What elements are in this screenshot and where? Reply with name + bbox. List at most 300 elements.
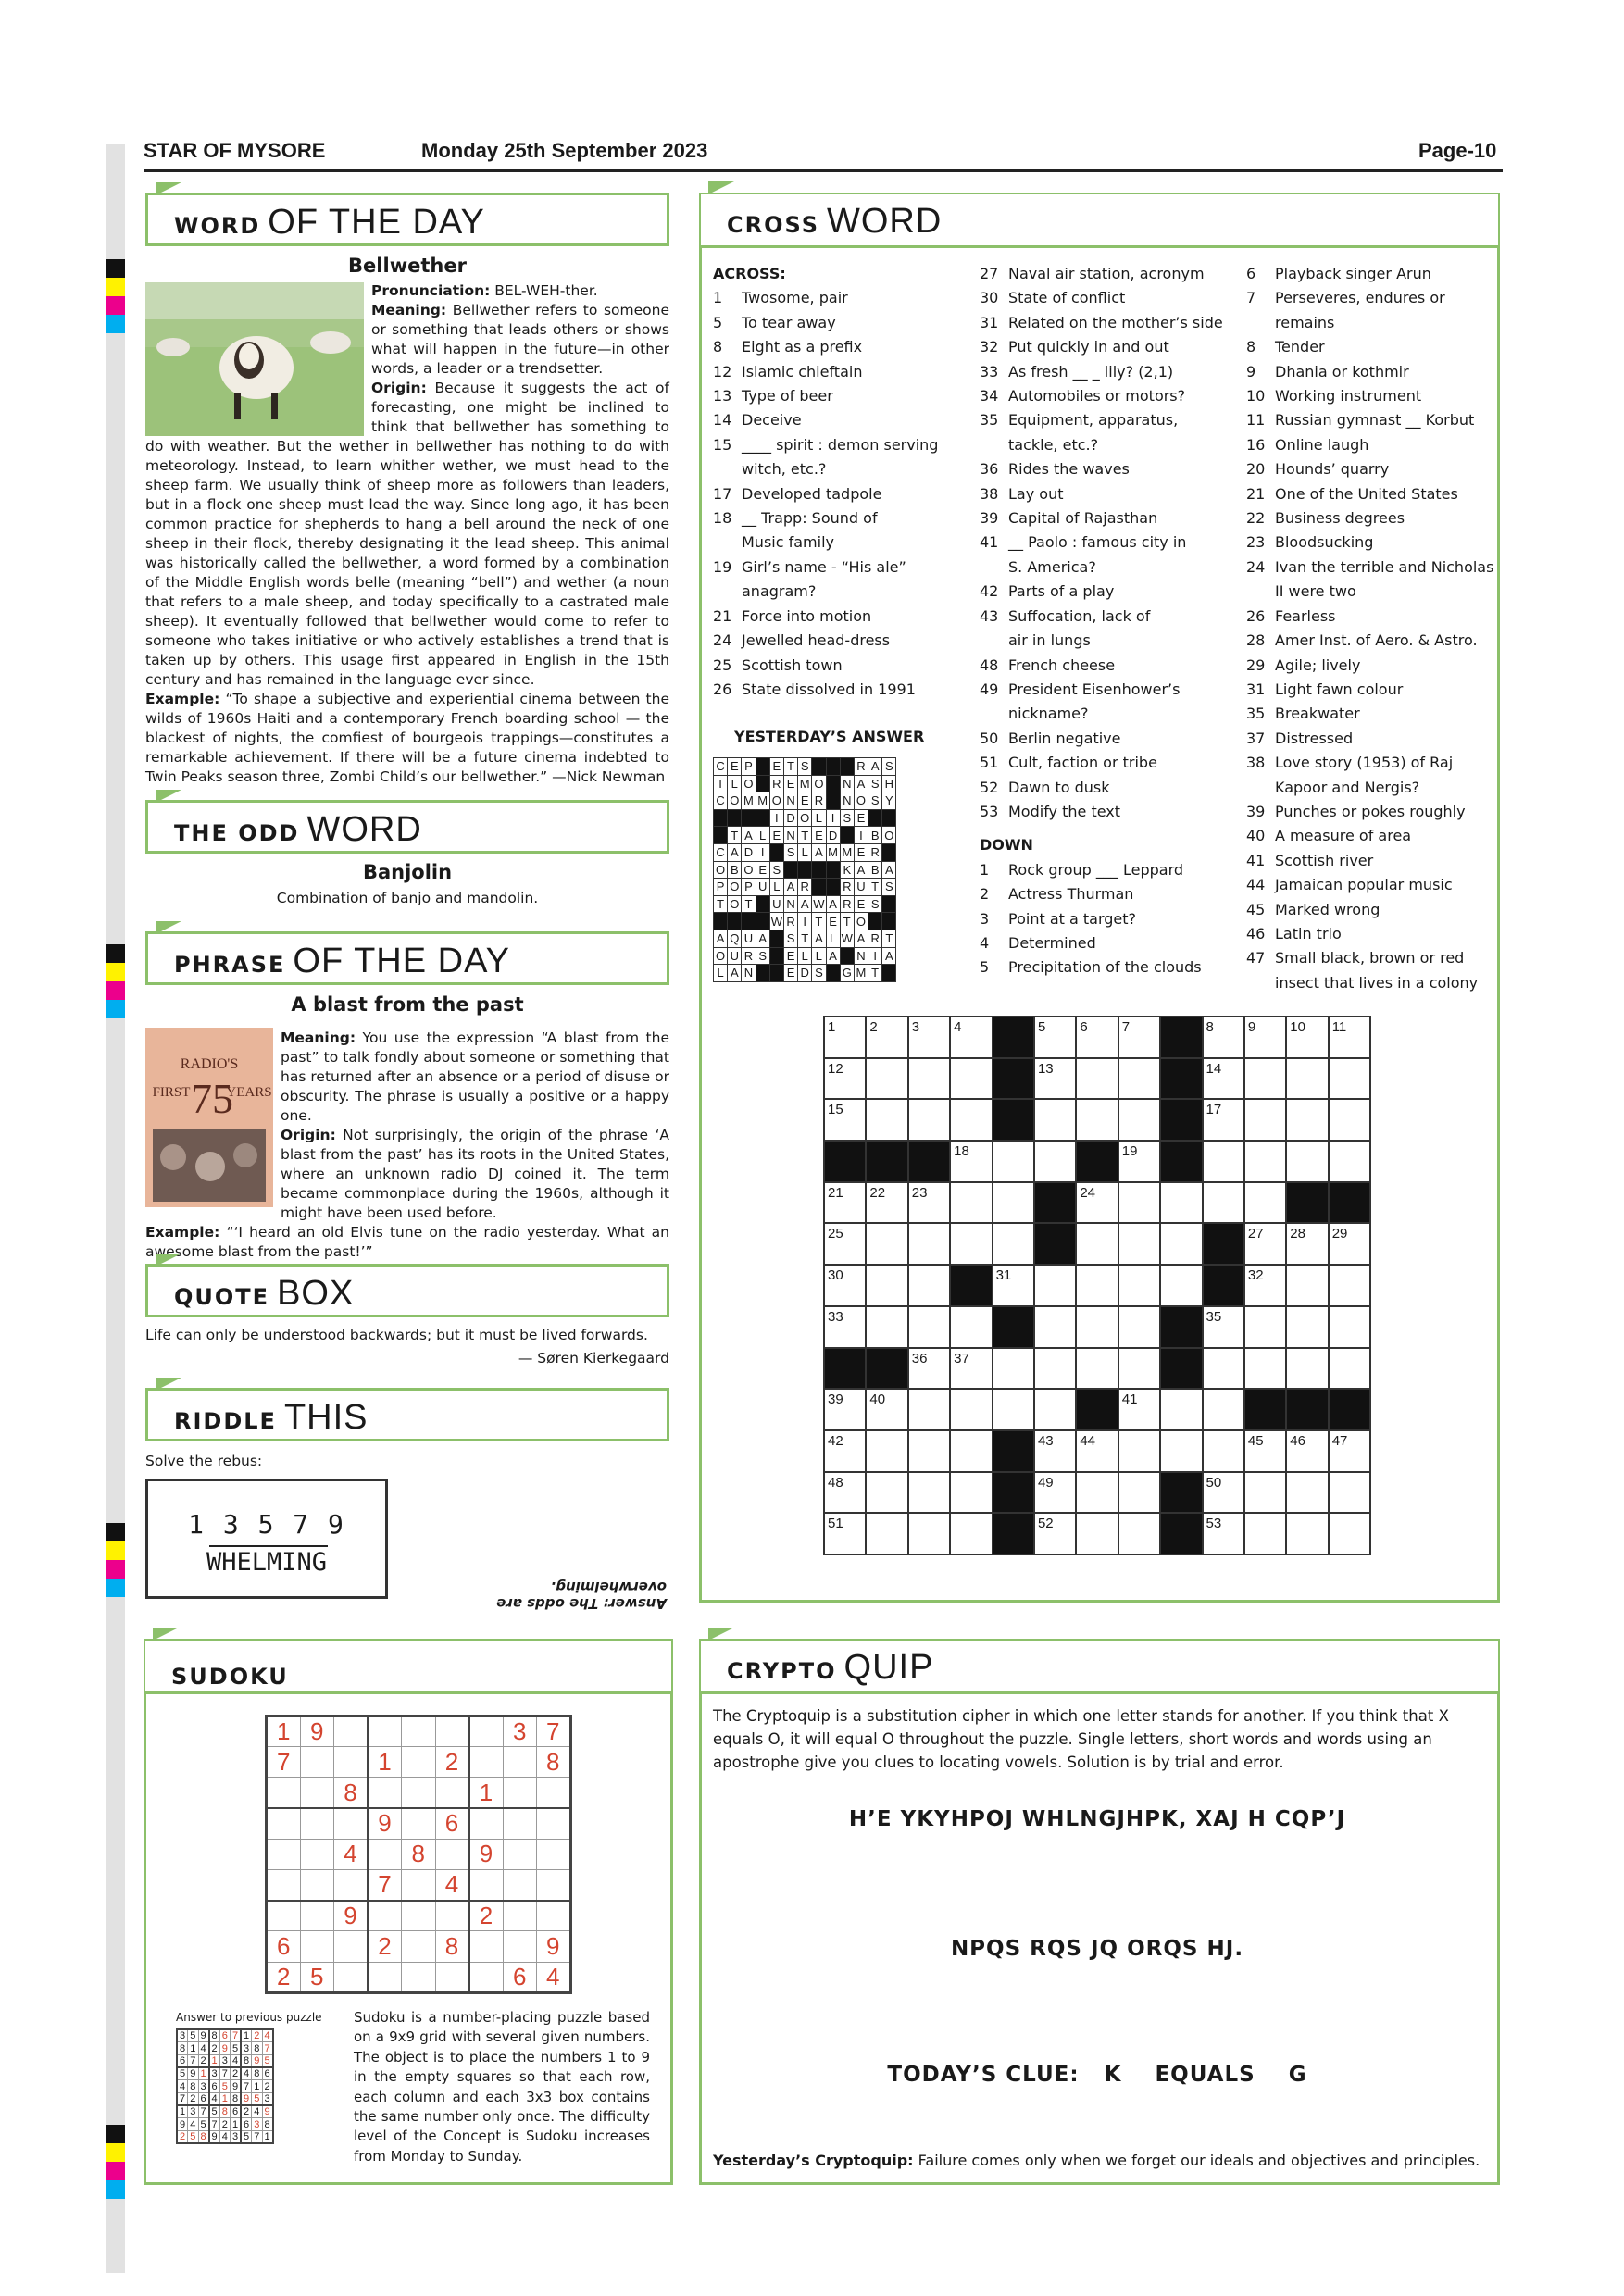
sudoku-cell[interactable] — [300, 1808, 334, 1839]
answer-cell: 3 — [198, 2080, 209, 2093]
crossword-cell[interactable] — [908, 1265, 950, 1306]
crossword-cell[interactable] — [950, 1513, 992, 1554]
sudoku-cell[interactable] — [503, 1778, 537, 1808]
crossword-cell[interactable] — [1118, 1430, 1160, 1472]
crossword-cell[interactable] — [1118, 1472, 1160, 1514]
answer-cell: 1 — [231, 2118, 242, 2131]
answer-cell: 9 — [198, 2029, 209, 2042]
answer-cell: N — [783, 827, 797, 844]
crossword-cell[interactable]: 2 — [866, 1017, 907, 1058]
answer-cell: 1 — [188, 2042, 199, 2055]
crossword-cell[interactable] — [993, 1389, 1034, 1430]
sudoku-cell[interactable] — [300, 1839, 334, 1869]
crossword-cell — [824, 1141, 866, 1182]
across-clue: 21 Force into motion — [713, 606, 872, 625]
sudoku-cell[interactable] — [503, 1869, 537, 1900]
crossword-cell[interactable]: 25 — [824, 1223, 866, 1265]
crossword-cell[interactable]: 41 — [1118, 1389, 1160, 1430]
answer-cell — [840, 758, 854, 776]
crossword-cell — [1203, 1265, 1244, 1306]
answer-cell: P — [714, 879, 728, 896]
crossword-cell[interactable] — [1286, 1141, 1328, 1182]
across-clue: 41 __ Paolo : famous city in — [980, 533, 1187, 552]
crossword-cell[interactable]: 5 — [1034, 1017, 1076, 1058]
crossword-cell[interactable]: 18 — [950, 1141, 992, 1182]
answer-cell — [714, 827, 728, 844]
crossword-cell[interactable]: 53 — [1203, 1513, 1244, 1554]
crossword-cell[interactable] — [1329, 1513, 1370, 1554]
sudoku-cell: 9 — [300, 1716, 334, 1747]
answer-cell: 6 — [262, 2067, 273, 2080]
sudoku-cell[interactable] — [537, 1869, 571, 1900]
crossword-cell[interactable] — [993, 1141, 1034, 1182]
crossword-cell[interactable] — [1160, 1182, 1202, 1224]
crossword-cell[interactable] — [1329, 1348, 1370, 1390]
crossword-cell[interactable] — [866, 1223, 907, 1265]
sudoku-cell[interactable] — [300, 1778, 334, 1808]
down-clue: 35 Breakwater — [1246, 705, 1360, 723]
sudoku-cell[interactable] — [503, 1901, 537, 1931]
crossword-cell[interactable] — [866, 1058, 907, 1100]
sudoku-cell: 6 — [503, 1962, 537, 1992]
crossword-cell[interactable] — [1160, 1389, 1202, 1430]
answer-cell: G — [840, 965, 854, 982]
crossword-cell[interactable] — [1286, 1348, 1328, 1390]
crossword-cell[interactable] — [1329, 1306, 1370, 1348]
crossword-cell[interactable] — [1286, 1099, 1328, 1141]
crossword-cell[interactable] — [1076, 1058, 1118, 1100]
sudoku-cell[interactable] — [334, 1931, 369, 1962]
crossword-cell[interactable]: 44 — [1076, 1430, 1118, 1472]
answer-cell — [826, 965, 840, 982]
answer-cell: 5 — [262, 2054, 273, 2067]
cmyk-marks — [106, 259, 125, 333]
quote-text: Life can only be understood backwards; but it must be lived forwards. — [145, 1327, 648, 1343]
answer-cell: A — [882, 861, 896, 879]
crossword-cell[interactable] — [993, 1223, 1034, 1265]
yesterday-crossword-grid — [713, 757, 896, 982]
sudoku-cell[interactable] — [402, 1931, 436, 1962]
answer-cell — [728, 913, 742, 930]
yesterday-cryptoquip: Yesterday’s Cryptoquip: Failure comes only when we forget our ideals and objectives and principles. — [713, 2152, 1480, 2169]
crossword-cell[interactable]: 40 — [866, 1389, 907, 1430]
crossword-cell[interactable] — [1076, 1223, 1118, 1265]
across-clue: 19 Girl’s name - “His ale” — [713, 557, 906, 576]
crossword-cell[interactable]: 7 — [1118, 1017, 1160, 1058]
sudoku-cell[interactable] — [435, 1778, 469, 1808]
crossword-cell[interactable]: 24 — [1076, 1182, 1118, 1224]
crossword-cell[interactable]: 9 — [1244, 1017, 1286, 1058]
crossword-cell[interactable] — [1329, 1265, 1370, 1306]
sudoku-cell[interactable] — [267, 1778, 301, 1808]
crossword-cell[interactable] — [1034, 1389, 1076, 1430]
crossword-cell[interactable]: 14 — [1203, 1058, 1244, 1100]
sudoku-cell[interactable] — [503, 1808, 537, 1839]
crossword-cell[interactable] — [1329, 1141, 1370, 1182]
answer-cell — [826, 792, 840, 810]
crossword-cell[interactable]: 29 — [1329, 1223, 1370, 1265]
crossword-cell[interactable] — [1076, 1513, 1118, 1554]
crossword-cell[interactable]: 33 — [824, 1306, 866, 1348]
answer-cell: E — [783, 965, 797, 982]
sudoku-cell[interactable] — [300, 1931, 334, 1962]
sudoku-cell: 1 — [469, 1778, 504, 1808]
crossword-cell[interactable]: 28 — [1286, 1223, 1328, 1265]
sudoku-cell[interactable] — [402, 1962, 436, 1992]
answer-cell: U — [728, 947, 742, 965]
sudoku-cell: 7 — [537, 1716, 571, 1747]
answer-cell: S — [868, 792, 882, 810]
crossword-cell[interactable] — [1076, 1306, 1118, 1348]
crossword-grid[interactable] — [823, 1016, 1371, 1555]
crossword-cell[interactable]: 27 — [1244, 1223, 1286, 1265]
sudoku-cell: 8 — [402, 1839, 436, 1869]
crossword-cell[interactable] — [1034, 1099, 1076, 1141]
crossword-cell[interactable]: 17 — [1203, 1099, 1244, 1141]
crossword-cell[interactable] — [1203, 1141, 1244, 1182]
sudoku-cell[interactable] — [537, 1839, 571, 1869]
crossword-cell[interactable]: 23 — [908, 1182, 950, 1224]
answer-cell: 1 — [198, 2067, 209, 2080]
sudoku-cell[interactable] — [402, 1901, 436, 1931]
answer-cell — [812, 758, 826, 776]
crossword-cell — [1244, 1389, 1286, 1430]
answer-cell — [812, 861, 826, 879]
answer-cell: U — [854, 879, 868, 896]
answer-cell — [826, 758, 840, 776]
answer-cell: S — [868, 775, 882, 792]
crossword-cell[interactable] — [866, 1513, 907, 1554]
crossword-cell[interactable] — [950, 1223, 992, 1265]
answer-cell: A — [783, 879, 797, 896]
sudoku-cell: 6 — [435, 1808, 469, 1839]
sudoku-cell[interactable] — [334, 1869, 369, 1900]
answer-cell: 2 — [241, 2105, 252, 2118]
crossword-cell[interactable] — [1160, 1265, 1202, 1306]
crossword-cell[interactable] — [1118, 1058, 1160, 1100]
crossword-cell[interactable] — [1203, 1430, 1244, 1472]
down-clue: 24 Ivan the terrible and Nicholas — [1246, 557, 1494, 576]
crossword-cell[interactable]: 35 — [1203, 1306, 1244, 1348]
crossword-cell[interactable] — [1118, 1513, 1160, 1554]
crossword-cell[interactable] — [1203, 1348, 1244, 1390]
crossword-cell[interactable] — [950, 1306, 992, 1348]
across-clue: 35 Equipment, apparatus, — [980, 411, 1179, 430]
quote-author: — Søren Kierkegaard — [518, 1350, 669, 1366]
answer-cell: S — [769, 861, 783, 879]
crossword-cell[interactable] — [908, 1389, 950, 1430]
answer-cell: W — [813, 897, 825, 912]
answer-cell: A — [854, 861, 868, 879]
crossword-cell[interactable]: 46 — [1286, 1430, 1328, 1472]
sudoku-cell[interactable] — [334, 1962, 369, 1992]
sudoku-cell[interactable] — [469, 1931, 504, 1962]
answer-cell: I — [714, 775, 728, 792]
crossword-cell[interactable] — [908, 1513, 950, 1554]
answer-cell: A — [714, 930, 728, 947]
crossword-cell[interactable] — [950, 1182, 992, 1224]
sudoku-cell[interactable] — [469, 1747, 504, 1778]
sudoku-cell[interactable] — [267, 1901, 301, 1931]
sudoku-cell[interactable] — [469, 1808, 504, 1839]
sudoku-cell[interactable] — [402, 1747, 436, 1778]
answer-cell: M — [854, 965, 868, 982]
crossword-cell[interactable]: 47 — [1329, 1430, 1370, 1472]
down-clue: 31 Light fawn colour — [1246, 680, 1404, 698]
answer-cell: T — [868, 879, 882, 896]
answer-cell: 7 — [231, 2029, 242, 2042]
crossword-cell[interactable] — [1076, 1472, 1118, 1514]
word-of-day-word: Bellwether — [348, 255, 467, 277]
crossword-cell[interactable] — [1244, 1513, 1286, 1554]
sudoku-cell[interactable] — [334, 1808, 369, 1839]
across-clue: 39 Capital of Rajasthan — [980, 509, 1158, 528]
crossword-cell[interactable]: 48 — [824, 1472, 866, 1514]
cryptoquip-clue: TODAY’S CLUE: K EQUALS G — [887, 2063, 1307, 2087]
crossword-cell — [824, 1348, 866, 1390]
crossword-cell[interactable]: 45 — [1244, 1430, 1286, 1472]
sudoku-cell[interactable] — [368, 1778, 402, 1808]
answer-cell: S — [783, 843, 797, 861]
sudoku-cell[interactable] — [402, 1869, 436, 1900]
across-clue: witch, etc.? — [742, 460, 827, 479]
crossword-cell[interactable] — [1160, 1430, 1202, 1472]
crossword-cell[interactable] — [1118, 1182, 1160, 1224]
down-clue: 23 Bloodsucking — [1246, 533, 1374, 552]
crossword-cell[interactable] — [866, 1472, 907, 1514]
crossword-cell — [1203, 1223, 1244, 1265]
crossword-cell[interactable]: 8 — [1203, 1017, 1244, 1058]
crossword-cell[interactable] — [908, 1430, 950, 1472]
sudoku-cell[interactable] — [435, 1962, 469, 1992]
sudoku-cell[interactable] — [402, 1808, 436, 1839]
crossword-cell[interactable] — [1203, 1389, 1244, 1430]
crossword-cell[interactable] — [950, 1430, 992, 1472]
answer-cell: T — [714, 895, 728, 913]
sudoku-cell[interactable] — [537, 1808, 571, 1839]
crossword-cell[interactable] — [1286, 1265, 1328, 1306]
crossword-cell[interactable]: 37 — [950, 1348, 992, 1390]
answer-cell: I — [854, 827, 868, 844]
sudoku-cell[interactable] — [334, 1716, 369, 1747]
sudoku-cell: 2 — [435, 1747, 469, 1778]
cryptoquip-heading: CRYPTO QUIP — [701, 1641, 1498, 1694]
crossword-cell[interactable] — [950, 1389, 992, 1430]
crossword-cell — [1160, 1058, 1202, 1100]
answer-cell — [882, 965, 896, 982]
sudoku-cell[interactable] — [267, 1808, 301, 1839]
sudoku-cell[interactable] — [402, 1778, 436, 1808]
crossword-cell[interactable]: 15 — [824, 1099, 866, 1141]
crossword-cell[interactable] — [1118, 1306, 1160, 1348]
sudoku-cell[interactable] — [267, 1869, 301, 1900]
crossword-cell[interactable] — [1076, 1099, 1118, 1141]
crossword-cell[interactable] — [1118, 1099, 1160, 1141]
down-clue: 39 Punches or pokes roughly — [1246, 802, 1466, 820]
crossword-cell[interactable] — [1244, 1348, 1286, 1390]
answer-cell — [769, 843, 783, 861]
crossword-cell[interactable] — [950, 1472, 992, 1514]
sudoku-cell[interactable] — [300, 1869, 334, 1900]
crossword-cell[interactable]: 19 — [1118, 1141, 1160, 1182]
crossword-cell[interactable]: 10 — [1286, 1017, 1328, 1058]
sudoku-cell[interactable] — [334, 1747, 369, 1778]
answer-cell: O — [798, 809, 812, 827]
crossword-cell[interactable] — [866, 1306, 907, 1348]
crossword-cell[interactable]: 13 — [1034, 1058, 1076, 1100]
answer-cell: I — [756, 843, 769, 861]
sudoku-cell[interactable] — [435, 1716, 469, 1747]
crossword-cell[interactable]: 52 — [1034, 1513, 1076, 1554]
cmyk-marks — [106, 1523, 125, 1597]
answer-cell: T — [882, 930, 896, 947]
crossword-cell[interactable] — [950, 1099, 992, 1141]
crossword-cell[interactable] — [1244, 1099, 1286, 1141]
crossword-cell[interactable]: 39 — [824, 1389, 866, 1430]
sudoku-cell[interactable] — [469, 1716, 504, 1747]
crossword-cell[interactable]: 32 — [1244, 1265, 1286, 1306]
down-clue: 40 A measure of area — [1246, 827, 1412, 845]
crossword-cell[interactable] — [866, 1099, 907, 1141]
answer-cell: O — [728, 895, 742, 913]
answer-cell: N — [840, 775, 854, 792]
sudoku-cell: 1 — [368, 1747, 402, 1778]
crossword-cell[interactable]: 11 — [1329, 1017, 1370, 1058]
answer-cell: R — [840, 879, 854, 896]
answer-cell: C — [714, 792, 728, 810]
crossword-cell[interactable] — [1244, 1058, 1286, 1100]
crossword-cell[interactable] — [1244, 1141, 1286, 1182]
crossword-cell[interactable] — [1034, 1348, 1076, 1390]
answer-cell: B — [868, 827, 882, 844]
sudoku-cell[interactable] — [503, 1839, 537, 1869]
sudoku-cell[interactable] — [469, 1962, 504, 1992]
crossword-cell[interactable]: 43 — [1034, 1430, 1076, 1472]
crossword-cell[interactable]: 36 — [908, 1348, 950, 1390]
crossword-cell[interactable]: 22 — [866, 1182, 907, 1224]
across-clue: 52 Dawn to dusk — [980, 778, 1110, 796]
crossword-cell[interactable] — [1034, 1306, 1076, 1348]
crossword-cell[interactable] — [993, 1348, 1034, 1390]
crossword-cell[interactable] — [1118, 1223, 1160, 1265]
answer-cell: 7 — [209, 2118, 220, 2131]
crossword-cell[interactable]: 31 — [993, 1265, 1034, 1306]
sudoku-cell[interactable] — [537, 1778, 571, 1808]
crossword-cell[interactable] — [908, 1472, 950, 1514]
sudoku-cell[interactable] — [368, 1716, 402, 1747]
down-clue: 4 Determined — [980, 933, 1096, 952]
sudoku-cell[interactable] — [300, 1747, 334, 1778]
sudoku-grid[interactable] — [265, 1715, 572, 1994]
crossword-cell — [1160, 1099, 1202, 1141]
crossword-cell[interactable] — [1244, 1182, 1286, 1224]
quote-box-heading: QUOTE BOX — [145, 1264, 669, 1317]
crossword-cell[interactable]: 49 — [1034, 1472, 1076, 1514]
sudoku-cell[interactable] — [368, 1839, 402, 1869]
sudoku-cell[interactable] — [469, 1869, 504, 1900]
crossword-cell[interactable] — [1244, 1472, 1286, 1514]
answer-cell: 8 — [252, 2067, 263, 2080]
crossword-cell[interactable] — [950, 1058, 992, 1100]
crossword-cell[interactable]: 30 — [824, 1265, 866, 1306]
crossword-cell[interactable]: 4 — [950, 1017, 992, 1058]
answer-cell: 5 — [177, 2067, 188, 2080]
down-clue: 47 Small black, brown or red — [1246, 949, 1465, 967]
answer-cell: 8 — [188, 2080, 199, 2093]
across-clue: Music family — [742, 533, 834, 552]
answer-cell: 1 — [252, 2080, 263, 2093]
sudoku-cell[interactable] — [300, 1901, 334, 1931]
sudoku-cell[interactable] — [368, 1901, 402, 1931]
answer-cell: 5 — [209, 2105, 220, 2118]
crossword-cell[interactable]: 50 — [1203, 1472, 1244, 1514]
crossword-cell[interactable] — [1329, 1472, 1370, 1514]
crossword-cell[interactable] — [1034, 1265, 1076, 1306]
crossword-cell[interactable] — [1076, 1348, 1118, 1390]
crossword-cell[interactable] — [908, 1058, 950, 1100]
answer-cell: L — [812, 809, 826, 827]
answer-cell: E — [854, 843, 868, 861]
sudoku-cell[interactable] — [402, 1716, 436, 1747]
crossword-cell[interactable] — [1203, 1182, 1244, 1224]
answer-cell: T — [783, 758, 797, 776]
crossword-cell[interactable] — [1118, 1348, 1160, 1390]
crossword-cell[interactable]: 42 — [824, 1430, 866, 1472]
sudoku-cell[interactable] — [435, 1901, 469, 1931]
crossword-cell[interactable] — [1118, 1265, 1160, 1306]
crossword-cell[interactable] — [993, 1182, 1034, 1224]
crossword-cell[interactable] — [1286, 1472, 1328, 1514]
sudoku-cell[interactable] — [267, 1839, 301, 1869]
crossword-cell[interactable] — [866, 1265, 907, 1306]
answer-cell: 2 — [188, 2092, 199, 2105]
crossword-cell[interactable] — [1329, 1058, 1370, 1100]
crossword-cell[interactable] — [1034, 1141, 1076, 1182]
crossword-cell[interactable] — [1244, 1306, 1286, 1348]
sudoku-cell: 5 — [300, 1962, 334, 1992]
crossword-cell[interactable]: 1 — [824, 1017, 866, 1058]
crossword-cell[interactable] — [908, 1099, 950, 1141]
crossword-cell[interactable] — [1286, 1058, 1328, 1100]
answer-cell — [756, 913, 769, 930]
crossword-cell[interactable]: 6 — [1076, 1017, 1118, 1058]
answer-cell: R — [798, 879, 812, 896]
sudoku-cell[interactable] — [503, 1747, 537, 1778]
answer-cell: O — [742, 775, 756, 792]
crossword-cell[interactable] — [866, 1430, 907, 1472]
crossword-cell[interactable] — [908, 1306, 950, 1348]
crossword-cell[interactable] — [1076, 1265, 1118, 1306]
sudoku-cell[interactable] — [435, 1839, 469, 1869]
sudoku-cell[interactable] — [503, 1931, 537, 1962]
crossword-cell[interactable] — [908, 1223, 950, 1265]
crossword-cell[interactable]: 21 — [824, 1182, 866, 1224]
crossword-cell[interactable] — [1160, 1223, 1202, 1265]
crossword-cell[interactable]: 51 — [824, 1513, 866, 1554]
sudoku-cell: 9 — [537, 1931, 571, 1962]
crossword-cell[interactable]: 3 — [908, 1017, 950, 1058]
across-clue: 32 Put quickly in and out — [980, 338, 1169, 356]
across-clues-col1: ACROSS: 1 Twosome, pair 5 To tear away 8 Eight as a prefix 12 Islamic chieftain 13 Type of beer 14 Deceive 15 ____ spirit : demon serving witch, etc.? 17 Developed tadpole 18 __ Trapp: Sound of Music family 19 Girl’s name - “His ale” anagram? 21 Force into motion 24 Jewelled head-dress 25 Scottish town 26 State dissolved in 1991 — [713, 262, 963, 702]
sudoku-cell[interactable] — [368, 1962, 402, 1992]
crossword-cell[interactable] — [1329, 1099, 1370, 1141]
sudoku-cell[interactable] — [537, 1901, 571, 1931]
crossword-cell[interactable] — [1286, 1513, 1328, 1554]
crossword-cell[interactable] — [1286, 1306, 1328, 1348]
answer-cell: T — [798, 930, 812, 947]
answer-cell: 5 — [252, 2092, 263, 2105]
crossword-cell[interactable]: 12 — [824, 1058, 866, 1100]
